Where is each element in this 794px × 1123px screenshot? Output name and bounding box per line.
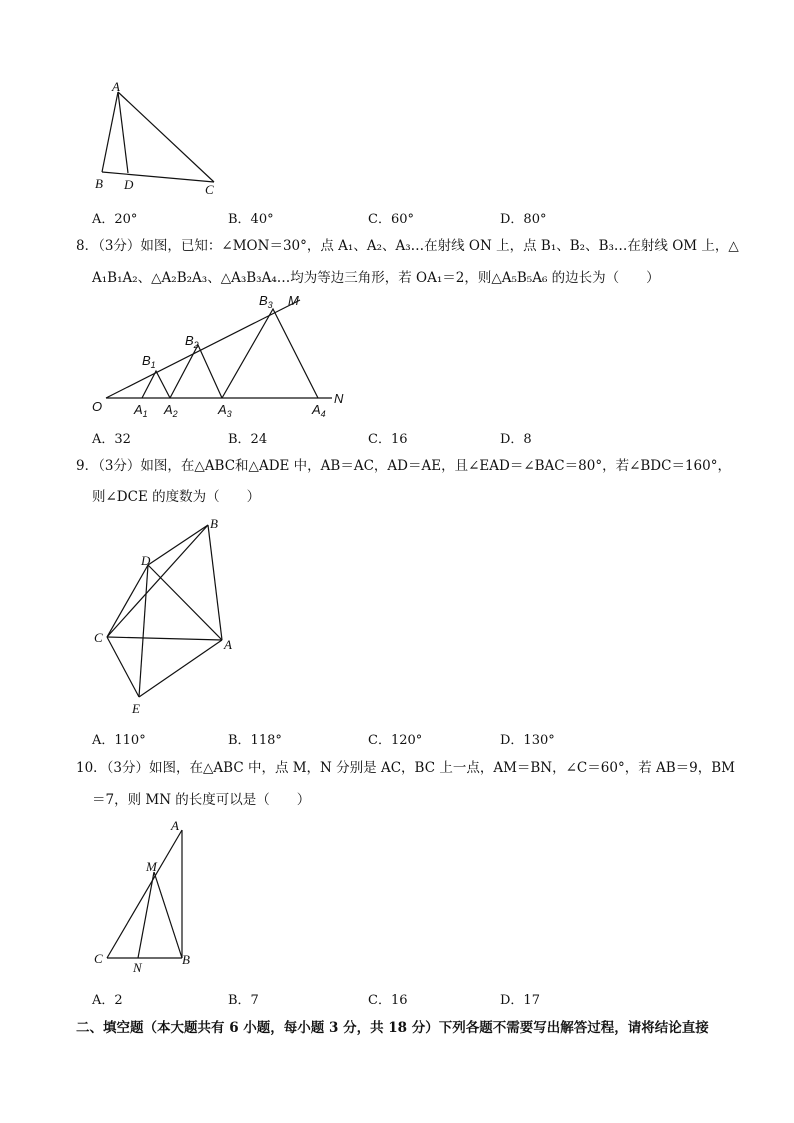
section-2-heading: 二、填空题（本大题共有 6 小题，每小题 3 分，共 18 分）下列各题不需要写出解答过程，请将结论直接 bbox=[76, 1020, 709, 1036]
q10-label-a: A bbox=[171, 818, 179, 833]
q9-label-c: C bbox=[94, 630, 103, 645]
q8-label-b1: $B_1$ bbox=[142, 353, 156, 370]
q10-figure bbox=[90, 818, 210, 978]
q7-figure bbox=[90, 78, 230, 198]
q8-option-b[interactable]: B．24 bbox=[228, 432, 268, 447]
q8-label-o: O bbox=[92, 399, 103, 414]
q9-stem-line1: 9．（3分）如图，在△ABC和△ADE 中，AB＝AC，AD＝AE，且∠EAD＝∠BAC＝80°，若∠BDC＝160°， bbox=[76, 458, 731, 474]
q7-option-a[interactable]: A．20° bbox=[92, 212, 138, 227]
q10-label-b: B bbox=[182, 952, 190, 967]
q9-option-c[interactable]: C．120° bbox=[368, 733, 423, 748]
q9-label-b: B bbox=[210, 516, 218, 531]
q7-option-b[interactable]: B．40° bbox=[228, 212, 274, 227]
q8-label-n: N bbox=[334, 391, 344, 406]
q7-option-d[interactable]: D．80° bbox=[500, 212, 547, 227]
q8-equilateral-chain-diagram bbox=[88, 288, 358, 420]
q9-option-d[interactable]: D．130° bbox=[500, 733, 555, 748]
q7-label-d: D bbox=[124, 177, 134, 192]
q10-option-d[interactable]: D．17 bbox=[500, 993, 540, 1008]
q9-label-e: E bbox=[132, 701, 140, 716]
q9-figure bbox=[90, 515, 250, 716]
q10-label-m: M bbox=[146, 859, 157, 874]
q8-label-m: M bbox=[288, 293, 299, 308]
q10-label-c: C bbox=[94, 951, 103, 966]
q8-label-b2: $B_2$ bbox=[185, 333, 199, 350]
q10-option-a[interactable]: A．2 bbox=[92, 993, 123, 1008]
q8-label-a2: $A_2$ bbox=[164, 402, 178, 419]
q8-label-a4: $A_4$ bbox=[312, 402, 326, 419]
q9-option-a[interactable]: A．110° bbox=[92, 733, 146, 748]
q9-label-d: D bbox=[141, 553, 151, 568]
q10-triangle-diagram bbox=[90, 818, 210, 978]
q10-stem-line2: ＝7，则 MN 的长度可以是（ ） bbox=[92, 792, 311, 808]
q10-option-b[interactable]: B．7 bbox=[228, 993, 259, 1008]
q10-option-c[interactable]: C．16 bbox=[368, 993, 408, 1008]
q7-label-a: A bbox=[112, 79, 120, 94]
q9-stem-line2: 则∠DCE 的度数为（ ） bbox=[92, 489, 261, 505]
q9-two-triangles-diagram bbox=[90, 515, 250, 716]
q8-option-d[interactable]: D．8 bbox=[500, 432, 532, 447]
q10-stem-line1: 10．（3分）如图，在△ABC 中，点 M，N 分别是 AC，BC 上一点，AM＝BN，∠C＝60°，若 AB＝9，BM bbox=[76, 760, 735, 776]
q7-option-c[interactable]: C．60° bbox=[368, 212, 414, 227]
q9-option-b[interactable]: B．118° bbox=[228, 733, 282, 748]
q8-label-a1: $A_1$ bbox=[134, 402, 148, 419]
q8-label-a3: $A_3$ bbox=[218, 402, 232, 419]
q8-stem-line2: A₁B₁A₂、△A₂B₂A₃、△A₃B₃A₄…均为等边三角形，若 OA₁＝2，则△A₅B₅A₆ 的边长为（ ） bbox=[92, 270, 660, 286]
q7-label-c: C bbox=[205, 182, 214, 197]
q9-label-a: A bbox=[224, 637, 232, 652]
q7-label-b: B bbox=[95, 176, 103, 191]
q8-stem-line1: 8．（3分）如图，已知：∠MON＝30°，点 A₁、A₂、A₃…在射线 ON 上，点 B₁、B₂、B₃…在射线 OM 上，△ bbox=[76, 238, 739, 254]
q8-figure bbox=[88, 288, 358, 420]
q8-option-a[interactable]: A．32 bbox=[92, 432, 131, 447]
q7-triangle-diagram bbox=[90, 78, 230, 198]
q8-option-c[interactable]: C．16 bbox=[368, 432, 408, 447]
q10-label-n: N bbox=[133, 960, 142, 975]
q8-label-b3: $B_3$ bbox=[259, 293, 273, 310]
